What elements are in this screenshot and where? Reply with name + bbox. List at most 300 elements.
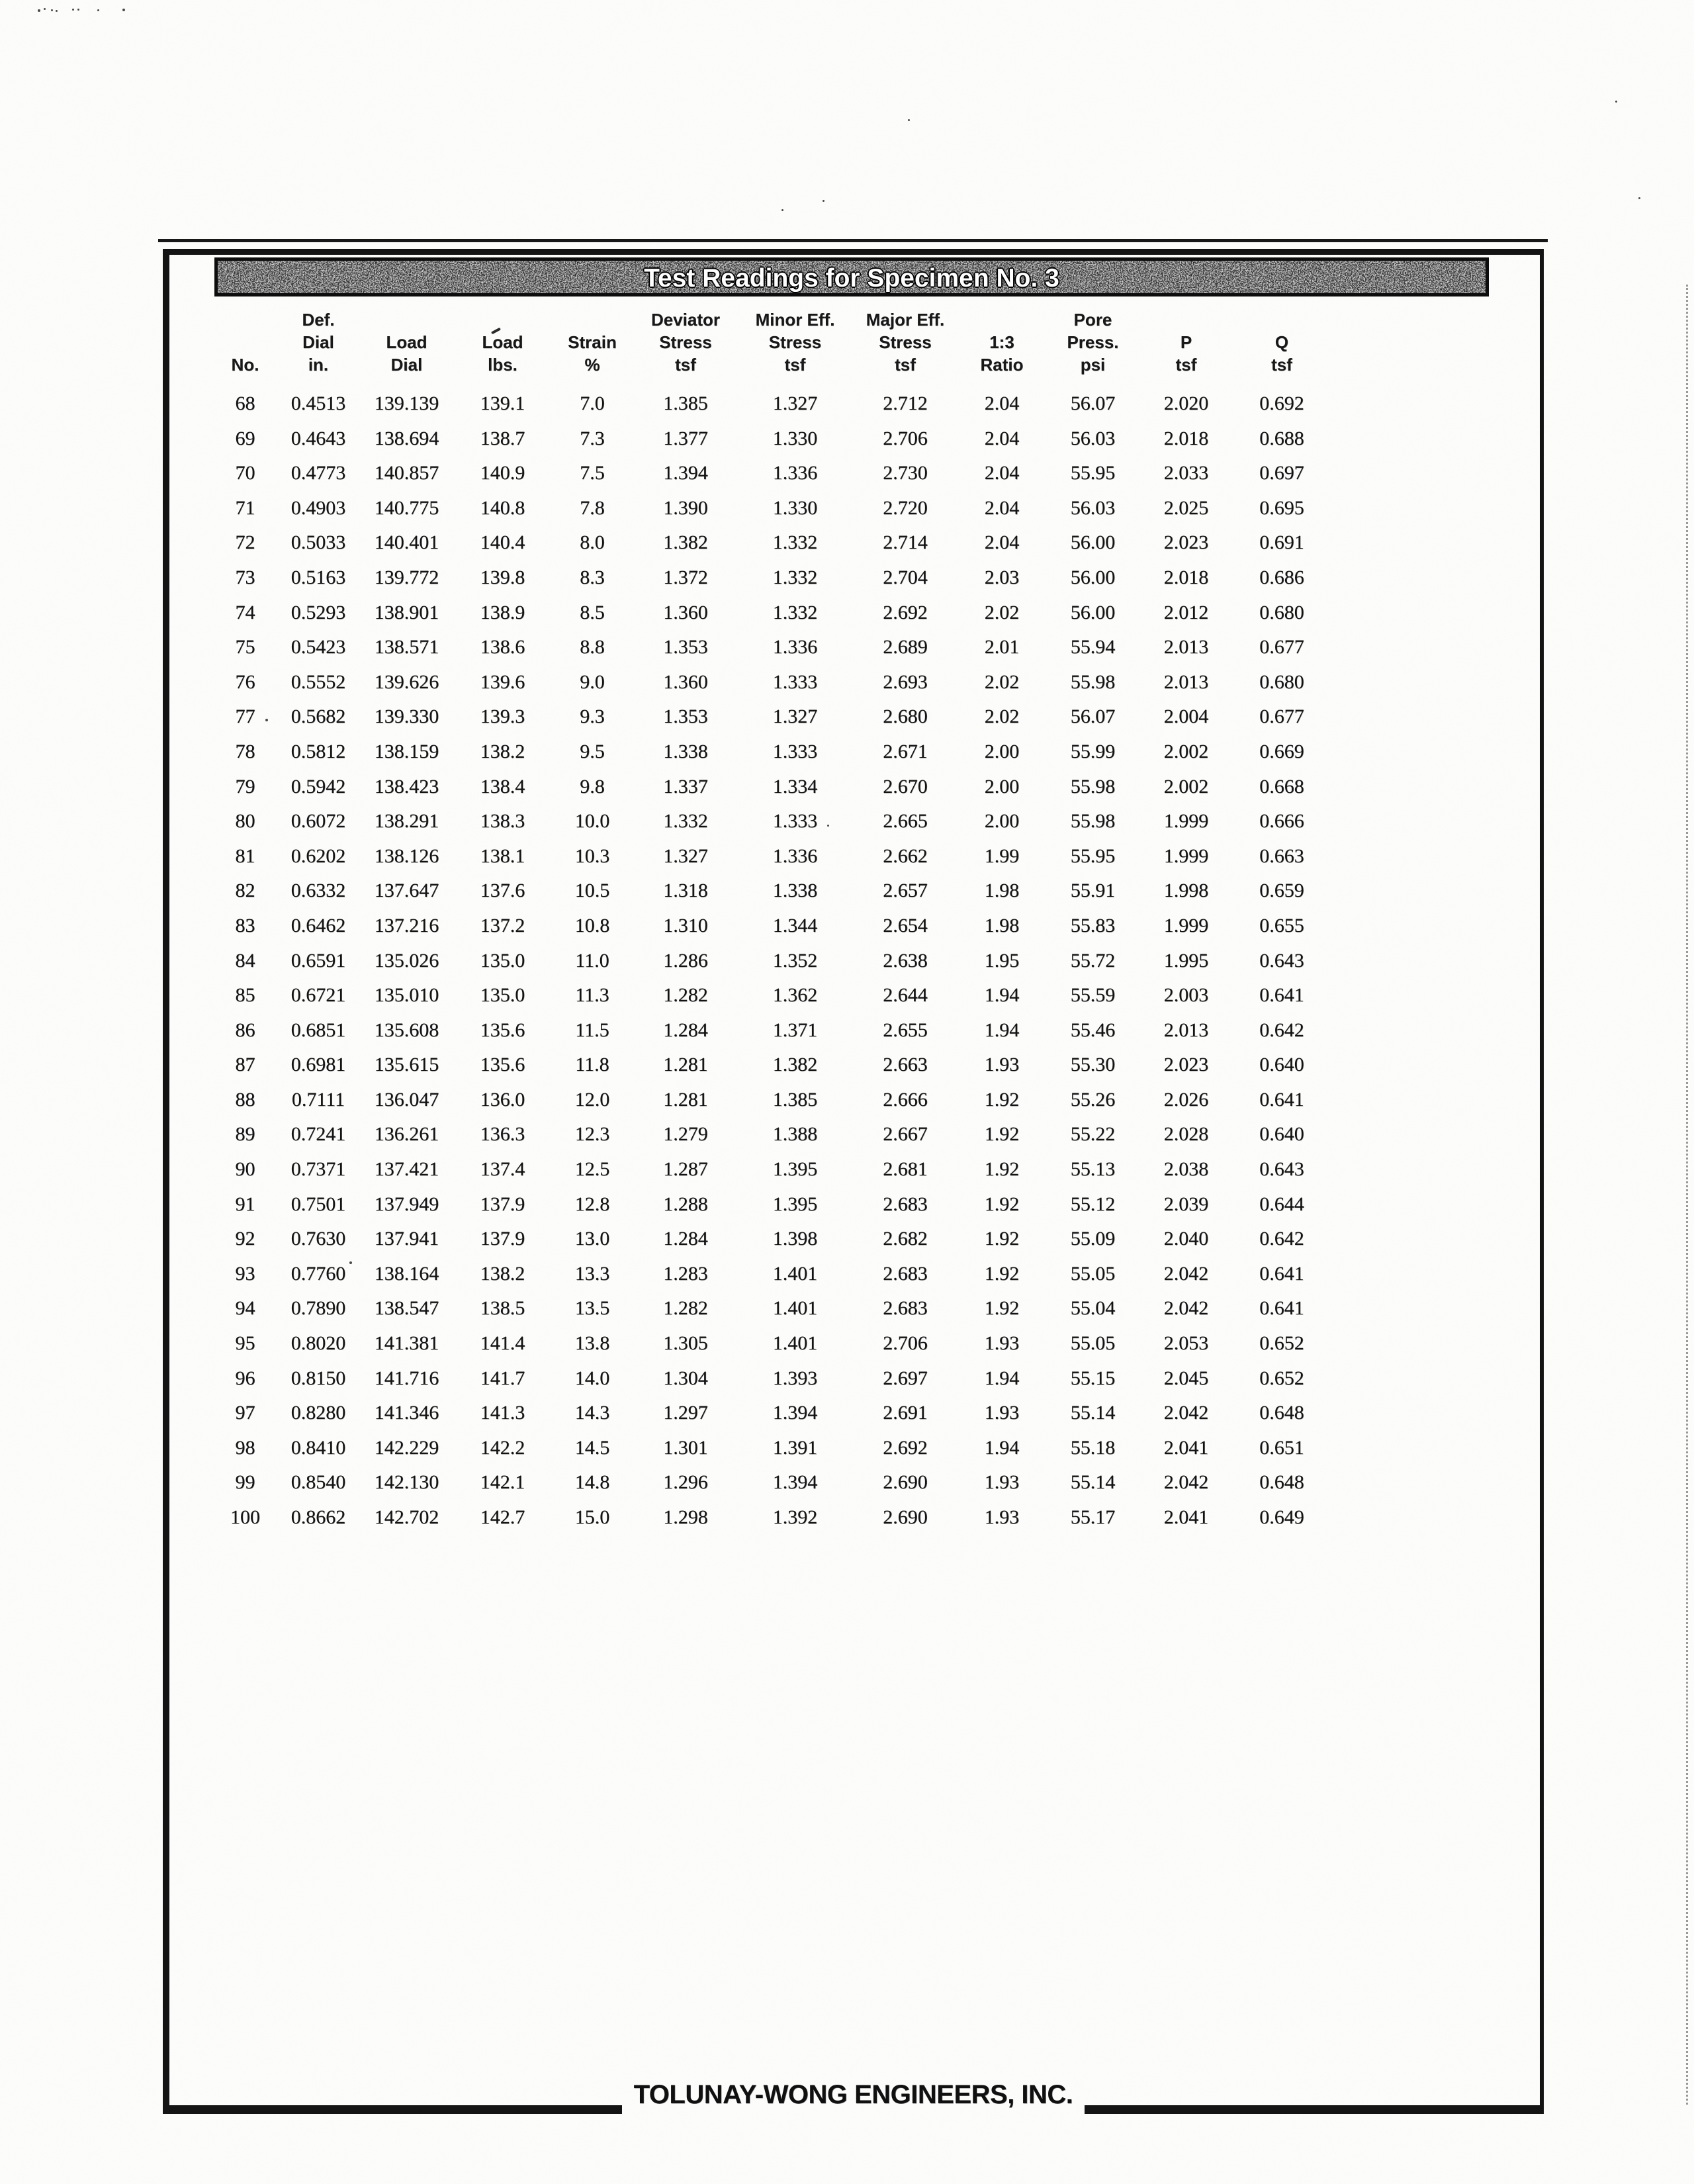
cell-minor-eff-stress: 1.327 xyxy=(772,392,818,414)
cell-no: 70 xyxy=(235,462,255,484)
cell-load-dial: 137.647 xyxy=(374,880,439,902)
column-header-line: Stress xyxy=(879,332,932,352)
cell-load-lbs: 135.0 xyxy=(480,984,525,1007)
cell-def-dial-in: 0.6332 xyxy=(290,880,346,902)
cell-strain-pct: 13.8 xyxy=(574,1332,610,1355)
cell-strain-pct: 10.8 xyxy=(574,914,610,936)
column-header-line xyxy=(550,308,635,331)
cell-load-dial: 137.941 xyxy=(374,1228,439,1250)
cell-strain-pct: 8.0 xyxy=(580,531,605,554)
cell-q-tsf: 0.680 xyxy=(1259,601,1304,623)
cell-q-tsf: 0.641 xyxy=(1259,1088,1304,1111)
column-header-line: No. xyxy=(231,355,259,375)
cell-load-dial: 137.421 xyxy=(374,1158,439,1181)
cell-strain-pct: 12.3 xyxy=(574,1123,610,1146)
column-header-line: psi xyxy=(1080,355,1106,375)
table-row xyxy=(212,839,1330,874)
cell-deviator-stress: 1.281 xyxy=(663,1088,708,1111)
cell-p-tsf: 2.002 xyxy=(1163,775,1209,797)
cell-load-dial: 142.130 xyxy=(374,1471,439,1494)
cell-pore-press-psi: 56.07 xyxy=(1070,392,1116,414)
cell-major-eff-stress: 2.730 xyxy=(883,462,928,484)
cell-load-dial: 136.047 xyxy=(374,1088,439,1111)
cell-minor-eff-stress: 1.338 xyxy=(772,880,818,902)
cell-load-lbs: 137.9 xyxy=(480,1193,525,1215)
cell-load-dial: 138.547 xyxy=(374,1297,439,1320)
cell-ratio-1-3: 1.92 xyxy=(984,1158,1020,1181)
cell-def-dial-in: 0.7501 xyxy=(290,1193,346,1215)
cell-strain-pct: 11.8 xyxy=(575,1054,609,1076)
cell-no: 75 xyxy=(235,636,255,659)
cell-strain-pct: 13.3 xyxy=(574,1262,610,1285)
cell-major-eff-stress: 2.706 xyxy=(883,1332,928,1355)
cell-load-lbs: 137.4 xyxy=(480,1158,525,1181)
cell-major-eff-stress: 2.670 xyxy=(883,775,928,797)
cell-q-tsf: 0.648 xyxy=(1259,1471,1304,1494)
cell-strain-pct: 7.0 xyxy=(580,392,605,414)
cell-strain-pct: 14.3 xyxy=(574,1402,610,1424)
table-row xyxy=(212,944,1330,979)
cell-load-dial: 139.626 xyxy=(374,670,439,693)
cell-def-dial-in: 0.6981 xyxy=(290,1054,346,1076)
cell-major-eff-stress: 2.692 xyxy=(883,1436,928,1459)
cell-p-tsf: 2.002 xyxy=(1163,740,1209,762)
cell-load-dial: 138.164 xyxy=(374,1262,439,1285)
cell-p-tsf: 2.018 xyxy=(1163,566,1209,588)
cell-strain-pct: 9.0 xyxy=(580,670,605,693)
cell-p-tsf: 2.023 xyxy=(1163,1054,1209,1076)
cell-load-lbs: 138.2 xyxy=(480,1262,525,1285)
cell-strain-pct: 7.8 xyxy=(580,496,605,519)
cell-load-dial: 136.261 xyxy=(374,1123,439,1146)
cell-strain-pct: 12.8 xyxy=(574,1193,610,1215)
cell-q-tsf: 0.686 xyxy=(1259,566,1304,588)
cell-load-dial: 138.901 xyxy=(374,601,439,623)
table-row xyxy=(212,1257,1330,1292)
column-header-line: Major Eff. xyxy=(866,310,945,330)
cell-pore-press-psi: 55.59 xyxy=(1070,984,1116,1007)
column-header-line xyxy=(212,331,279,353)
cell-deviator-stress: 1.390 xyxy=(663,496,708,519)
table-row xyxy=(212,1048,1330,1083)
table-row xyxy=(212,1361,1330,1396)
cell-major-eff-stress: 2.667 xyxy=(883,1123,928,1146)
column-header-load-lbs xyxy=(455,308,550,376)
cell-pore-press-psi: 55.14 xyxy=(1070,1402,1116,1424)
column-header-line xyxy=(957,308,1047,331)
cell-strain-pct: 8.8 xyxy=(580,636,605,659)
scan-speck xyxy=(56,10,58,12)
cell-load-lbs: 141.7 xyxy=(480,1367,525,1389)
column-header-line: tsf xyxy=(675,355,696,375)
cell-load-lbs: 142.2 xyxy=(480,1436,525,1459)
cell-load-lbs: 141.4 xyxy=(480,1332,525,1355)
table-row xyxy=(212,978,1330,1013)
cell-strain-pct: 9.8 xyxy=(580,775,605,797)
cell-def-dial-in: 0.7371 xyxy=(290,1158,346,1181)
cell-def-dial-in: 0.6072 xyxy=(290,810,346,833)
cell-pore-press-psi: 56.03 xyxy=(1070,427,1116,449)
scan-speck xyxy=(44,8,46,10)
cell-p-tsf: 2.013 xyxy=(1163,636,1209,659)
cell-pore-press-psi: 56.03 xyxy=(1070,496,1116,519)
cell-pore-press-psi: 55.83 xyxy=(1070,914,1116,936)
column-header-major-eff-stress xyxy=(854,308,957,376)
cell-no: 94 xyxy=(235,1297,255,1320)
cell-major-eff-stress: 2.663 xyxy=(883,1054,928,1076)
table-row xyxy=(212,1500,1330,1535)
cell-ratio-1-3: 1.99 xyxy=(984,844,1020,867)
cell-ratio-1-3: 1.92 xyxy=(984,1193,1020,1215)
cell-p-tsf: 2.053 xyxy=(1163,1332,1209,1355)
table-row xyxy=(212,1326,1330,1361)
cell-load-lbs: 135.0 xyxy=(480,949,525,972)
cell-def-dial-in: 0.7760 xyxy=(290,1262,346,1285)
cell-load-dial: 135.608 xyxy=(374,1019,439,1041)
cell-pore-press-psi: 55.15 xyxy=(1070,1367,1116,1389)
column-header-line: tsf xyxy=(1175,355,1197,375)
table-row xyxy=(212,909,1330,944)
cell-no: 98 xyxy=(235,1436,255,1459)
cell-strain-pct: 12.0 xyxy=(574,1088,610,1111)
cell-no: 73 xyxy=(235,566,255,588)
cell-p-tsf: 2.004 xyxy=(1163,705,1209,728)
cell-no: 83 xyxy=(235,914,255,936)
cell-pore-press-psi: 55.46 xyxy=(1070,1019,1116,1041)
cell-def-dial-in: 0.5552 xyxy=(290,670,346,693)
cell-ratio-1-3: 1.94 xyxy=(984,1436,1020,1459)
cell-no: 72 xyxy=(235,531,255,554)
cell-deviator-stress: 1.360 xyxy=(663,601,708,623)
scan-speck xyxy=(77,9,79,11)
cell-minor-eff-stress: 1.394 xyxy=(772,1402,818,1424)
column-header-line: Pore xyxy=(1073,310,1112,330)
column-header-line: Stress xyxy=(768,332,822,352)
cell-pore-press-psi: 55.94 xyxy=(1070,636,1116,659)
cell-strain-pct: 13.0 xyxy=(574,1228,610,1250)
cell-ratio-1-3: 2.02 xyxy=(984,601,1020,623)
cell-def-dial-in: 0.8540 xyxy=(290,1471,346,1494)
cell-q-tsf: 0.697 xyxy=(1259,462,1304,484)
cell-ratio-1-3: 1.94 xyxy=(984,1367,1020,1389)
scan-speck xyxy=(908,119,910,121)
cell-ratio-1-3: 1.92 xyxy=(984,1228,1020,1250)
cell-load-lbs: 136.3 xyxy=(480,1123,525,1146)
cell-load-dial: 141.346 xyxy=(374,1402,439,1424)
cell-q-tsf: 0.648 xyxy=(1259,1402,1304,1424)
scan-speck xyxy=(97,9,99,11)
cell-deviator-stress: 1.297 xyxy=(663,1402,708,1424)
cell-minor-eff-stress: 1.352 xyxy=(772,949,818,972)
cell-def-dial-in: 0.4903 xyxy=(290,496,346,519)
cell-ratio-1-3: 2.04 xyxy=(984,462,1020,484)
cell-load-dial: 138.571 xyxy=(374,636,439,659)
cell-q-tsf: 0.691 xyxy=(1259,531,1304,554)
table-row xyxy=(212,596,1330,631)
cell-minor-eff-stress: 1.382 xyxy=(772,1054,818,1076)
cell-strain-pct: 7.3 xyxy=(580,427,605,449)
cell-load-dial: 141.716 xyxy=(374,1367,439,1389)
cell-load-dial: 135.010 xyxy=(374,984,439,1007)
cell-major-eff-stress: 2.654 xyxy=(883,914,928,936)
cell-load-lbs: 142.1 xyxy=(480,1471,525,1494)
cell-def-dial-in: 0.4513 xyxy=(290,392,346,414)
cell-pore-press-psi: 55.30 xyxy=(1070,1054,1116,1076)
table-row xyxy=(212,1083,1330,1118)
cell-no: 78 xyxy=(235,740,255,762)
column-header-deviator-stress xyxy=(635,308,736,376)
cell-deviator-stress: 1.382 xyxy=(663,531,708,554)
cell-def-dial-in: 0.5942 xyxy=(290,775,346,797)
cell-load-lbs: 138.7 xyxy=(480,427,525,449)
cell-deviator-stress: 1.318 xyxy=(663,880,708,902)
cell-q-tsf: 0.649 xyxy=(1259,1506,1304,1528)
cell-major-eff-stress: 2.666 xyxy=(883,1088,928,1111)
top-thin-rule xyxy=(158,239,1548,242)
column-header-ratio-1-3 xyxy=(957,308,1047,376)
cell-no: 97 xyxy=(235,1402,255,1424)
cell-strain-pct: 10.5 xyxy=(574,880,610,902)
cell-minor-eff-stress: 1.398 xyxy=(772,1228,818,1250)
cell-load-lbs: 137.2 xyxy=(480,914,525,936)
cell-major-eff-stress: 2.706 xyxy=(883,427,928,449)
cell-load-dial: 142.229 xyxy=(374,1436,439,1459)
cell-major-eff-stress: 2.704 xyxy=(883,566,928,588)
cell-ratio-1-3: 2.03 xyxy=(984,566,1020,588)
cell-p-tsf: 2.020 xyxy=(1163,392,1209,414)
table-row xyxy=(212,1152,1330,1187)
cell-major-eff-stress: 2.712 xyxy=(883,392,928,414)
table-row xyxy=(212,1222,1330,1257)
cell-no: 100 xyxy=(230,1506,260,1528)
cell-ratio-1-3: 2.02 xyxy=(984,670,1020,693)
cell-ratio-1-3: 2.04 xyxy=(984,531,1020,554)
cell-p-tsf: 2.045 xyxy=(1163,1367,1209,1389)
cell-minor-eff-stress: 1.332 xyxy=(772,601,818,623)
cell-load-lbs: 138.6 xyxy=(480,636,525,659)
cell-def-dial-in: 0.4643 xyxy=(290,427,346,449)
cell-major-eff-stress: 2.692 xyxy=(883,601,928,623)
cell-major-eff-stress: 2.644 xyxy=(883,984,928,1007)
table-row xyxy=(212,525,1330,561)
cell-major-eff-stress: 2.683 xyxy=(883,1297,928,1320)
cell-p-tsf: 2.038 xyxy=(1163,1158,1209,1181)
cell-q-tsf: 0.659 xyxy=(1259,880,1304,902)
cell-load-lbs: 136.0 xyxy=(480,1088,525,1111)
cell-p-tsf: 2.040 xyxy=(1163,1228,1209,1250)
footer-company-label: TOLUNAY-WONG ENGINEERS, INC. xyxy=(622,2073,1085,2115)
cell-def-dial-in: 0.5163 xyxy=(290,566,346,588)
table-row xyxy=(212,387,1330,422)
cell-load-dial: 138.291 xyxy=(374,810,439,833)
cell-deviator-stress: 1.385 xyxy=(663,392,708,414)
cell-p-tsf: 2.039 xyxy=(1163,1193,1209,1215)
table-row xyxy=(212,1396,1330,1431)
cell-pore-press-psi: 55.95 xyxy=(1070,462,1116,484)
cell-minor-eff-stress: 1.391 xyxy=(772,1436,818,1459)
cell-major-eff-stress: 2.690 xyxy=(883,1506,928,1528)
cell-q-tsf: 0.688 xyxy=(1259,427,1304,449)
table-row xyxy=(212,770,1330,805)
cell-no: 69 xyxy=(235,427,255,449)
cell-deviator-stress: 1.337 xyxy=(663,775,708,797)
cell-no: 99 xyxy=(235,1471,255,1494)
cell-deviator-stress: 1.372 xyxy=(663,566,708,588)
cell-strain-pct: 9.5 xyxy=(580,740,605,762)
column-header-line: tsf xyxy=(895,355,916,375)
cell-no: 76 xyxy=(235,670,255,693)
cell-minor-eff-stress: 1.362 xyxy=(772,984,818,1007)
cell-no: 93 xyxy=(235,1262,255,1285)
cell-no: 95 xyxy=(235,1332,255,1355)
cell-ratio-1-3: 2.01 xyxy=(984,636,1020,659)
cell-deviator-stress: 1.304 xyxy=(663,1367,708,1389)
column-header-line: Ratio xyxy=(980,355,1024,375)
cell-strain-pct: 9.3 xyxy=(580,705,605,728)
cell-load-dial: 140.401 xyxy=(374,531,439,554)
cell-pore-press-psi: 55.22 xyxy=(1070,1123,1116,1146)
cell-q-tsf: 0.644 xyxy=(1259,1193,1304,1215)
cell-strain-pct: 7.5 xyxy=(580,462,605,484)
cell-minor-eff-stress: 1.336 xyxy=(772,462,818,484)
cell-q-tsf: 0.668 xyxy=(1259,775,1304,797)
cell-q-tsf: 0.642 xyxy=(1259,1228,1304,1250)
cell-minor-eff-stress: 1.393 xyxy=(772,1367,818,1389)
cell-def-dial-in: 0.6462 xyxy=(290,914,346,936)
cell-deviator-stress: 1.338 xyxy=(663,740,708,762)
cell-major-eff-stress: 2.690 xyxy=(883,1471,928,1494)
cell-ratio-1-3: 1.94 xyxy=(984,984,1020,1007)
cell-minor-eff-stress: 1.394 xyxy=(772,1471,818,1494)
cell-def-dial-in: 0.7111 xyxy=(291,1088,345,1111)
table-row xyxy=(212,1431,1330,1466)
cell-load-lbs: 138.4 xyxy=(480,775,525,797)
cell-pore-press-psi: 55.99 xyxy=(1070,740,1116,762)
cell-pore-press-psi: 55.18 xyxy=(1070,1436,1116,1459)
cell-q-tsf: 0.692 xyxy=(1259,392,1304,414)
cell-q-tsf: 0.666 xyxy=(1259,810,1304,833)
cell-ratio-1-3: 1.93 xyxy=(984,1402,1020,1424)
cell-pore-press-psi: 55.05 xyxy=(1070,1262,1116,1285)
cell-p-tsf: 1.995 xyxy=(1163,949,1209,972)
cell-ratio-1-3: 1.93 xyxy=(984,1471,1020,1494)
cell-strain-pct: 11.5 xyxy=(575,1019,609,1041)
cell-pore-press-psi: 55.12 xyxy=(1070,1193,1116,1215)
cell-p-tsf: 2.028 xyxy=(1163,1123,1209,1146)
table-body xyxy=(212,387,1330,1535)
cell-ratio-1-3: 1.93 xyxy=(984,1054,1020,1076)
cell-load-lbs: 137.6 xyxy=(480,880,525,902)
table-row xyxy=(212,630,1330,665)
cell-no: 86 xyxy=(235,1019,255,1041)
cell-ratio-1-3: 1.92 xyxy=(984,1262,1020,1285)
cell-deviator-stress: 1.305 xyxy=(663,1332,708,1355)
cell-pore-press-psi: 55.72 xyxy=(1070,949,1116,972)
cell-ratio-1-3: 1.94 xyxy=(984,1019,1020,1041)
cell-pore-press-psi: 56.00 xyxy=(1070,566,1116,588)
cell-q-tsf: 0.655 xyxy=(1259,914,1304,936)
cell-no: 90 xyxy=(235,1158,255,1181)
column-header-q-tsf xyxy=(1233,308,1330,376)
cell-p-tsf: 2.013 xyxy=(1163,670,1209,693)
cell-p-tsf: 2.026 xyxy=(1163,1088,1209,1111)
cell-no: 71 xyxy=(235,496,255,519)
cell-no: 82 xyxy=(235,880,255,902)
cell-load-lbs: 142.7 xyxy=(480,1506,525,1528)
cell-deviator-stress: 1.298 xyxy=(663,1506,708,1528)
cell-q-tsf: 0.652 xyxy=(1259,1367,1304,1389)
cell-p-tsf: 2.013 xyxy=(1163,1019,1209,1041)
cell-def-dial-in: 0.8020 xyxy=(290,1332,346,1355)
cell-minor-eff-stress: 1.344 xyxy=(772,914,818,936)
cell-major-eff-stress: 2.714 xyxy=(883,531,928,554)
cell-strain-pct: 11.3 xyxy=(575,984,609,1007)
cell-load-lbs: 141.3 xyxy=(480,1402,525,1424)
cell-def-dial-in: 0.8662 xyxy=(290,1506,346,1528)
cell-deviator-stress: 1.287 xyxy=(663,1158,708,1181)
cell-major-eff-stress: 2.697 xyxy=(883,1367,928,1389)
column-header-line: Stress xyxy=(659,332,712,352)
cell-deviator-stress: 1.296 xyxy=(663,1471,708,1494)
cell-load-dial: 138.694 xyxy=(374,427,439,449)
cell-deviator-stress: 1.284 xyxy=(663,1228,708,1250)
cell-load-dial: 137.216 xyxy=(374,914,439,936)
cell-load-dial: 140.857 xyxy=(374,462,439,484)
cell-deviator-stress: 1.288 xyxy=(663,1193,708,1215)
cell-ratio-1-3: 2.00 xyxy=(984,740,1020,762)
cell-minor-eff-stress: 1.334 xyxy=(772,775,818,797)
cell-no: 85 xyxy=(235,984,255,1007)
cell-def-dial-in: 0.6591 xyxy=(290,949,346,972)
cell-load-lbs: 138.1 xyxy=(480,844,525,867)
cell-pore-press-psi: 55.17 xyxy=(1070,1506,1116,1528)
cell-ratio-1-3: 2.04 xyxy=(984,392,1020,414)
cell-strain-pct: 14.8 xyxy=(574,1471,610,1494)
cell-minor-eff-stress: 1.330 xyxy=(772,496,818,519)
cell-q-tsf: 0.641 xyxy=(1259,1262,1304,1285)
cell-major-eff-stress: 2.662 xyxy=(883,844,928,867)
cell-def-dial-in: 0.5423 xyxy=(290,636,346,659)
cell-load-dial: 141.381 xyxy=(374,1332,439,1355)
cell-strain-pct: 8.3 xyxy=(580,566,605,588)
cell-load-lbs: 139.8 xyxy=(480,566,525,588)
column-header-line: tsf xyxy=(1271,355,1292,375)
cell-load-dial: 138.159 xyxy=(374,740,439,762)
cell-ratio-1-3: 2.02 xyxy=(984,705,1020,728)
cell-def-dial-in: 0.6202 xyxy=(290,844,346,867)
cell-deviator-stress: 1.353 xyxy=(663,636,708,659)
cell-major-eff-stress: 2.683 xyxy=(883,1262,928,1285)
column-header-line: tsf xyxy=(784,355,806,375)
column-header-line xyxy=(212,308,279,331)
column-header-line: Load xyxy=(386,332,427,352)
cell-pore-press-psi: 55.98 xyxy=(1070,670,1116,693)
cell-ratio-1-3: 2.00 xyxy=(984,775,1020,797)
cell-def-dial-in: 0.7241 xyxy=(290,1123,346,1146)
cell-ratio-1-3: 1.98 xyxy=(984,914,1020,936)
cell-load-lbs: 140.8 xyxy=(480,496,525,519)
cell-no: 80 xyxy=(235,810,255,833)
column-header-line: Minor Eff. xyxy=(755,310,835,330)
column-header-line: Press. xyxy=(1067,332,1119,352)
cell-pore-press-psi: 56.00 xyxy=(1070,601,1116,623)
column-header-no xyxy=(212,308,279,376)
cell-major-eff-stress: 2.671 xyxy=(883,740,928,762)
cell-def-dial-in: 0.6851 xyxy=(290,1019,346,1041)
cell-q-tsf: 0.677 xyxy=(1259,705,1304,728)
column-header-line xyxy=(1233,308,1330,331)
cell-q-tsf: 0.640 xyxy=(1259,1054,1304,1076)
